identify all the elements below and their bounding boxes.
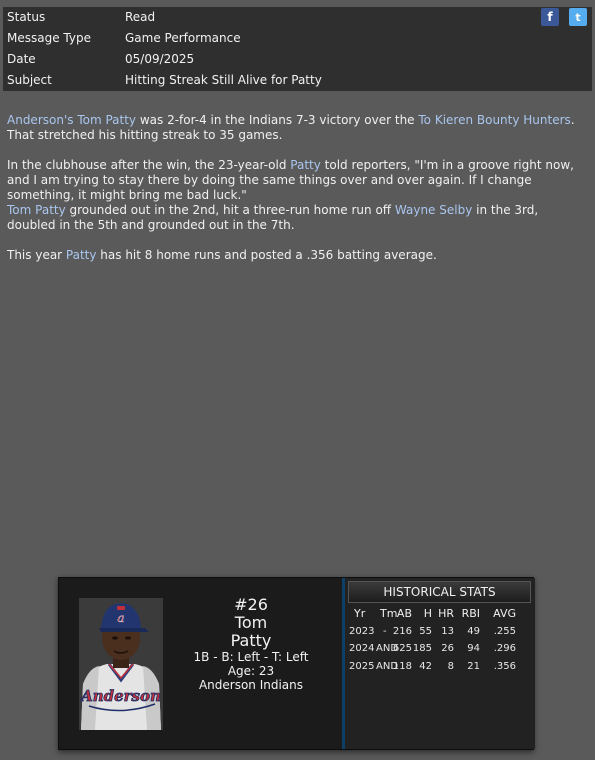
cell-hr: 26 — [441, 643, 454, 654]
col-header-rbi: RBI — [461, 607, 480, 620]
message-type-row — [3, 28, 592, 49]
stats-header-row — [346, 605, 534, 623]
player-portrait-icon — [79, 598, 163, 730]
cell-avg: .356 — [493, 660, 516, 672]
cell-ab: 118 — [392, 660, 412, 672]
cell-hr: 13 — [441, 625, 454, 637]
article-paragraph — [7, 158, 582, 203]
player-link-tom-patty[interactable]: Tom Patty — [77, 113, 137, 127]
cell-yr: 2025 — [349, 660, 375, 672]
col-header-yr: Yr — [354, 607, 366, 620]
player-number: #26 — [234, 595, 268, 614]
article-paragraph — [7, 248, 582, 263]
team-link-to-kieren[interactable]: To Kieren Bounty Hunters — [418, 113, 571, 127]
cell-yr: 2023 — [349, 625, 375, 637]
player-link-tom-patty[interactable]: Tom Patty — [7, 203, 66, 217]
col-header-hr: HR — [438, 607, 454, 620]
team-link-anderson[interactable]: Anderson — [7, 113, 64, 127]
status-value: Read — [125, 10, 156, 24]
subject-row — [3, 70, 592, 91]
player-link-patty[interactable]: Patty — [290, 158, 321, 172]
article-text: In the clubhouse after the win, the 23-year-old — [7, 158, 291, 172]
cell-tm: AND — [376, 643, 399, 654]
historical-stats-table — [346, 605, 534, 675]
cell-tm: AND — [376, 660, 399, 672]
message-type-value: Game Performance — [125, 31, 241, 45]
article-text: grounded out in the 2nd, hit a three-run home run off — [65, 203, 395, 217]
status-label: Status — [7, 10, 46, 24]
col-header-avg: AVG — [493, 607, 516, 620]
svg-text:Anderson: Anderson — [81, 687, 161, 705]
historical-stats-title: HISTORICAL STATS — [348, 581, 531, 603]
player-last-name[interactable]: Patty — [230, 631, 272, 650]
player-photo[interactable] — [79, 598, 163, 730]
cell-h: 185 — [412, 643, 432, 654]
cell-rbi: 21 — [467, 660, 480, 672]
player-age: Age: 23 — [227, 664, 275, 678]
date-row — [3, 49, 592, 70]
twitter-share-icon[interactable]: t — [569, 8, 587, 26]
col-header-ab: AB — [396, 607, 412, 620]
status-row — [3, 7, 592, 28]
cell-ab: 216 — [392, 625, 412, 637]
article-text: in the 3rd, doubled in the 5th and grounded out in the 7th. — [7, 203, 539, 232]
facebook-share-icon[interactable]: f — [541, 8, 559, 26]
date-value: 05/09/2025 — [125, 52, 195, 66]
article-text: told reporters, "I'm in a groove right now, and I am trying to stay there by doing the same things over and over again. If I change something, it might bring me bad luck." — [7, 158, 574, 202]
possessive-suffix: 's — [63, 113, 78, 127]
article-text: has hit 8 home runs and posted a .356 batting average. — [96, 248, 437, 262]
player-card — [58, 577, 534, 750]
stats-row — [346, 623, 534, 641]
player-link-wayne-selby[interactable]: Wayne Selby — [394, 203, 473, 217]
article-text: . That stretched his hitting streak to 35 games. — [7, 113, 575, 142]
cell-h: 55 — [419, 625, 432, 637]
cell-avg: .255 — [493, 625, 516, 637]
cell-h: 42 — [419, 660, 432, 672]
col-header-h: H — [423, 607, 432, 620]
article-paragraph — [7, 203, 582, 233]
subject-value: Hitting Streak Still Alive for Patty — [125, 73, 322, 87]
message-header — [3, 7, 592, 91]
date-label: Date — [7, 52, 36, 66]
stats-row — [346, 658, 534, 676]
article-text: This year — [7, 248, 66, 262]
news-article — [7, 113, 582, 263]
cell-ab: 625 — [392, 643, 412, 654]
cell-rbi: 49 — [467, 625, 480, 637]
player-first-name[interactable]: Tom — [234, 613, 268, 632]
player-team: Anderson Indians — [198, 678, 304, 692]
player-position-line: 1B - B: Left - T: Left — [193, 650, 309, 664]
article-paragraph — [7, 113, 582, 143]
cell-tm: - — [383, 625, 387, 637]
article-text: was 2-for-4 in the Indians 7-3 victory over the — [136, 113, 419, 127]
cell-avg: .296 — [493, 643, 516, 654]
subject-label: Subject — [7, 73, 52, 87]
stats-row — [346, 640, 534, 658]
cell-rbi: 94 — [467, 643, 480, 654]
cell-hr: 8 — [447, 660, 454, 672]
cell-yr: 2024 — [349, 643, 375, 654]
historical-stats-panel — [342, 578, 535, 749]
player-bio — [185, 596, 317, 692]
message-type-label: Message Type — [7, 31, 91, 45]
player-link-patty[interactable]: Patty — [65, 248, 97, 262]
svg-text:a: a — [117, 611, 125, 625]
col-header-tm: Tm — [380, 607, 398, 620]
